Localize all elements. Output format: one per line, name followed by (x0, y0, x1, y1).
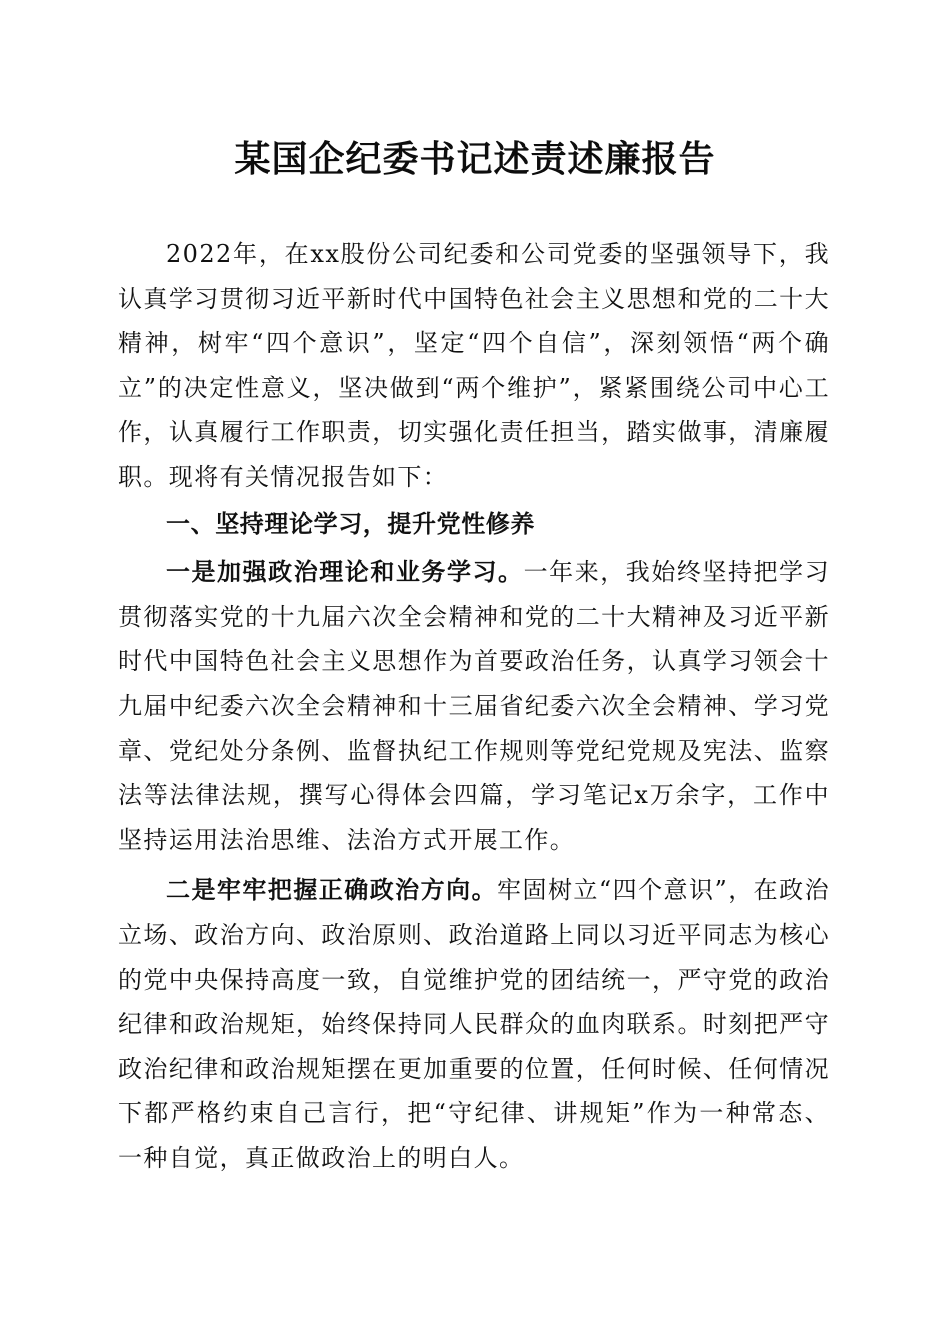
document-title: 某国企纪委书记述责述廉报告 (234, 138, 716, 180)
paragraph-lead: 一是加强政治理论和业务学习。 (166, 557, 524, 587)
paragraph-text: 牢固树立“四个意识”，在政治立场、政治方向、政治原则、政治道路上同以习近平同志为核心的党中央保持高度一致，自觉维护党的团结统一，严守党的政治纪律和政治规矩，始终保持同人民群众的血肉联系。时刻把严守政治纪律和政治规矩摆在更加重要的位置，任何时候、任何情况下都严格约束自己言行，把“守纪律、讲规矩”作为一种常态、一种自觉，真正做政治上的明白人。 (118, 876, 830, 1172)
paragraph-lead: 二是牢牢把握正确政治方向。 (166, 875, 498, 905)
body-paragraph-2 (118, 868, 830, 1180)
document-body (118, 232, 830, 1180)
intro-paragraph: 2022年，在xx股份公司纪委和公司党委的坚强领导下，我认真学习贯彻习近平新时代中国特色社会主义思想和党的二十大精神，树牢“四个意识”，坚定“四个自信”，深刻领悟“两个确立”的决定性意义，坚决做到“两个维护”，紧紧围绕公司中心工作，认真履行工作职责，切实强化责任担当，踏实做事，清廉履职。现将有关情况报告如下： (118, 240, 830, 491)
body-paragraph-1 (118, 550, 830, 862)
section-heading: 一、坚持理论学习，提升党性修养 (166, 509, 535, 538)
paragraph-text: 一年来，我始终坚持把学习贯彻落实党的十九届六次全会精神和党的二十大精神及习近平新时代中国特色社会主义思想作为首要政治任务，认真学习领会十九届中纪委六次全会精神和十三届省纪委六次全会精神、学习党章、党纪处分条例、监督执纪工作规则等党纪党规及宪法、监察法等法律法规，撰写心得体会四篇，学习笔记x万余字，工作中坚持运用法治思维、法治方式开展工作。 (118, 558, 830, 854)
